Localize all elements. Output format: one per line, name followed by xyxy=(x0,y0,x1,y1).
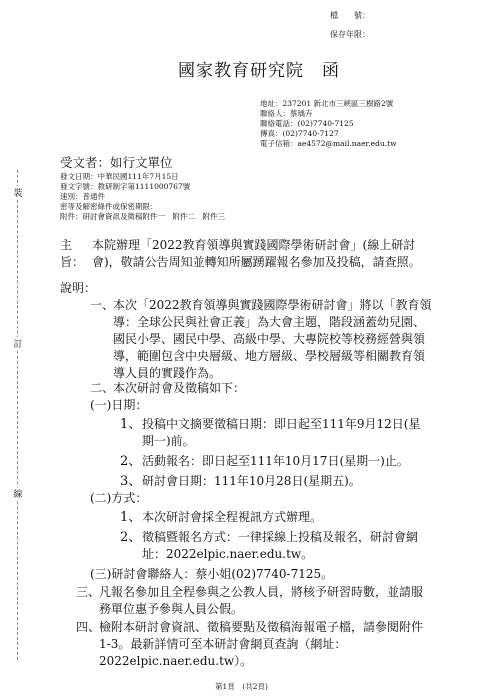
sub-1-label: (一)日期： xyxy=(90,398,148,412)
contact-email: 電子信箱：ae4572@mail.naer.edu.tw xyxy=(260,139,397,148)
page-number: 第1頁 (共2頁) xyxy=(215,682,268,691)
subject-label: 主旨： xyxy=(60,238,85,269)
item-4-text: 檢附本研討會資訊、徵稿要點及徵稿海報電子檔，請參閱附件1-3。最新詳情可至本研討會網頁查詢（網址：2022elpic.naer.edu.tw）。 xyxy=(99,620,424,668)
issue-date: 發文日期：中華民國111年7月15日 xyxy=(60,172,179,181)
document-number: 發文字號：教研制字第1111000767號 xyxy=(60,182,191,191)
subject-text: 本院辦理「2022教育領導與實踐國際學術研討會」(線上研討會)，敬請公告周知並轉知所屬踴躍報名參加及投稿，請查照。 xyxy=(92,238,421,269)
sub-1-point-1-text: 投稿中文摘要徵稿日期：即日起至111年9月12日(星期一)前。 xyxy=(142,417,421,448)
contact-block xyxy=(260,99,397,149)
sub-3-contact: (三)研討會聯絡人：蔡小姐(02)7740-7125。 xyxy=(90,567,334,581)
sub-1-point-3-number: 3、 xyxy=(120,474,142,489)
file-number-label: 檔 號： xyxy=(330,11,370,20)
delivery-speed: 速別：普通件 xyxy=(60,192,105,201)
item-2-text: 本次研討會及徵稿如下： xyxy=(113,381,246,395)
item-1-number: 一、 xyxy=(90,298,115,312)
item-1-text: 本次「2022教育領導與實踐國際學術研討會」將以「教育領導：全球公民與社會正義」為大會主題，階段涵蓋幼兒園、國民小學、國民中學、高級中學、大專院校等校務經營與領導，範圍包含中央層級、地方層級、學校層級等相關教育領導人員的實踐作為。 xyxy=(113,298,432,380)
sub-1-point-3-text: 研討會日期：111年10月28日(星期五)。 xyxy=(142,474,361,488)
sub-1-point-1-number: 1、 xyxy=(120,417,142,432)
sub-2-point-1-text: 本次研討會採全程視訊方式辦理。 xyxy=(142,510,323,524)
item-2-number: 二、 xyxy=(90,381,115,395)
contact-fax: 傳真：(02)7740-7127 xyxy=(260,129,339,138)
contact-phone: 聯絡電話：(02)7740-7125 xyxy=(260,119,354,128)
sub-2-point-2-number: 2、 xyxy=(120,530,142,545)
item-4-number: 四、 xyxy=(76,620,101,634)
binding-mark-xian: 線 xyxy=(12,487,24,500)
sub-1-point-2-number: 2、 xyxy=(120,454,142,469)
security-level: 密等及解密條件或保密期限： xyxy=(60,202,158,211)
retention-period-label: 保存年限： xyxy=(330,30,370,39)
contact-person: 聯絡人：蔡瑀卉 xyxy=(260,109,313,118)
binding-line xyxy=(17,170,18,660)
attachments: 附件：研討會資訊及徵稿附件一 附件二 附件三 xyxy=(60,212,225,221)
item-3-number: 三、 xyxy=(76,585,101,599)
recipient: 受文者：如行文單位 xyxy=(60,155,173,170)
sub-2-label: (二)方式： xyxy=(90,491,148,505)
sub-2-point-2-text: 徵稿暨報名方式：一律採線上投稿及報名，研討會網址：2022elpic.naer.edu.tw。 xyxy=(142,530,419,561)
sub-2-point-1-number: 1、 xyxy=(120,510,142,525)
sub-1-point-2-text: 活動報名：即日起至111年10月17日(星期一)止。 xyxy=(142,454,409,468)
document-meta xyxy=(60,172,225,222)
page-title: 國家教育研究院 函 xyxy=(178,61,340,81)
address: 地址：237201 新北市三峽區三樹路2號 xyxy=(260,99,394,108)
item-3-text: 凡報名參加且全程參與之公教人員，將核予研習時數，並請服務單位惠予參與人員公假。 xyxy=(99,585,424,616)
binding-mark-zhuang: 裝 xyxy=(12,186,24,199)
binding-mark-ding: 訂 xyxy=(12,337,24,350)
explanation-label: 說明： xyxy=(60,281,97,295)
